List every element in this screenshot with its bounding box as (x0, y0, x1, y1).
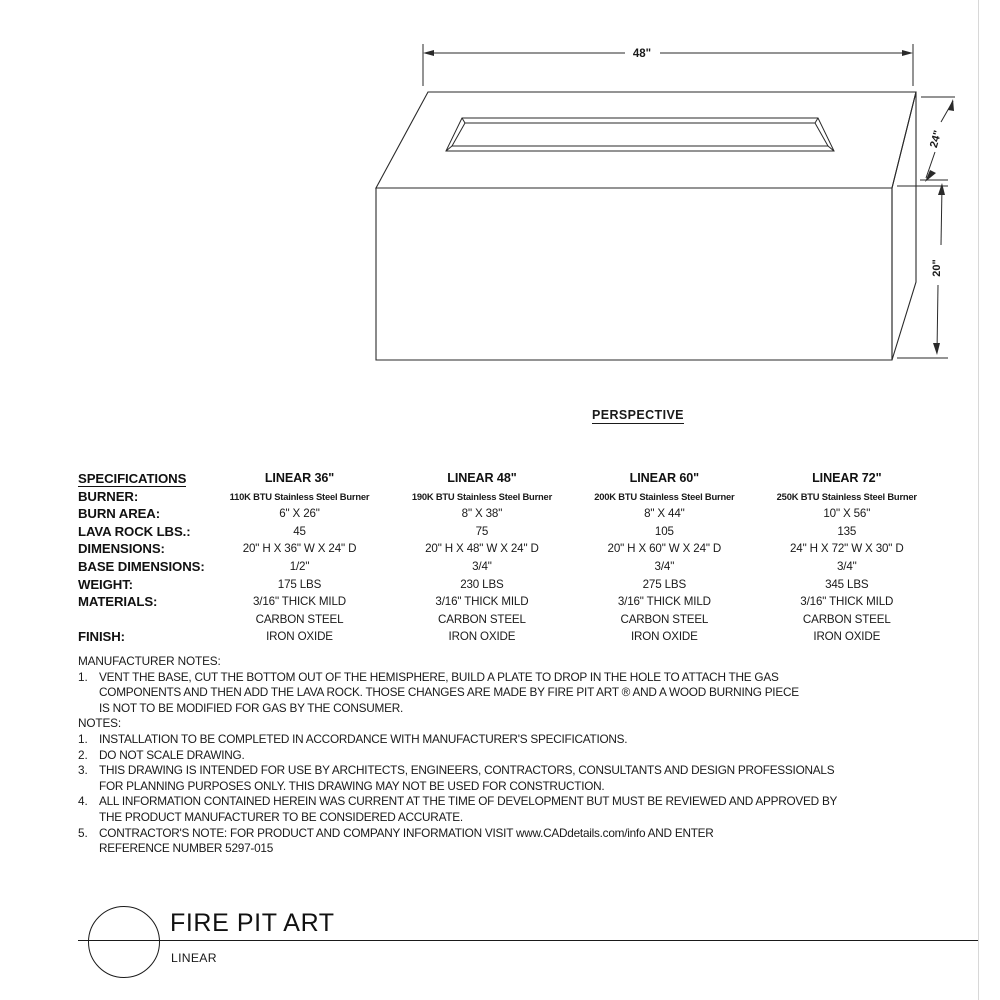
list-item (78, 826, 948, 842)
perspective-caption: PERSPECTIVE (592, 408, 684, 422)
burn-opening-recess (452, 123, 828, 146)
spec-cell: 175 LBS (277, 577, 322, 591)
note-number: 4. (78, 794, 88, 809)
table-row (78, 488, 938, 506)
note-number: 1. (78, 669, 88, 684)
spec-cell: 3/4" (472, 559, 492, 573)
list-item (78, 763, 948, 779)
spec-row-label: BURNER: (78, 488, 139, 504)
manufacturer-notes-title: MANUFACTURER NOTES: (78, 654, 221, 668)
list-item (78, 732, 948, 748)
note-text: IS NOT TO BE MODIFIED FOR GAS BY THE CONSUMER. (99, 700, 404, 715)
spec-cell: 230 LBS (460, 577, 504, 591)
note-text: THIS DRAWING IS INTENDED FOR USE BY ARCHITECTS, ENGINEERS, CONTRACTORS, CONSULTANTS AND DESIGN PROFESSIONALS (99, 763, 835, 778)
table-row (78, 611, 938, 629)
list-item (78, 748, 948, 764)
spec-cell: 345 LBS (825, 577, 869, 591)
spec-cell: CARBON STEEL (620, 612, 709, 626)
table-row (78, 628, 938, 646)
spec-cell: 3/16" THICK MILD (435, 595, 529, 609)
dim-label-height: 20" (931, 259, 943, 277)
list-item (78, 670, 948, 686)
note-number: 2. (78, 747, 88, 762)
spec-cell: 275 LBS (642, 577, 687, 591)
dim-arrow-height-top (938, 183, 945, 195)
spec-cell: 6" X 26" (279, 507, 320, 521)
spec-cell: IRON OXIDE (266, 630, 333, 644)
spec-cell: 3/16" THICK MILD (617, 595, 711, 609)
note-text: THE PRODUCT MANUFACTURER TO BE CONSIDERED ACCURATE. (99, 809, 463, 824)
dim-arrow-left-top (423, 50, 434, 56)
spec-cell: IRON OXIDE (630, 630, 698, 644)
spec-cell: IRON OXIDE (813, 630, 881, 644)
spec-column-header-1: LINEAR 36" (264, 471, 335, 485)
spec-row-label: DIMENSIONS: (78, 541, 165, 557)
brand-name: FIRE PIT ART (170, 909, 335, 937)
spec-cell: 3/4" (654, 559, 675, 573)
spec-row-label: WEIGHT: (78, 576, 133, 592)
spec-cell: CARBON STEEL (255, 612, 344, 626)
spec-cell: 3/4" (836, 559, 857, 573)
note-text: FOR PLANNING PURPOSES ONLY. THIS DRAWING MAY NOT BE USED FOR CONSTRUCTION. (99, 778, 605, 793)
specifications-table (78, 470, 938, 646)
spec-header-row (78, 470, 938, 488)
dim-label-width: 48" (632, 48, 652, 60)
spec-cell: 3/16" THICK MILD (800, 595, 894, 609)
spec-cell: CARBON STEEL (802, 612, 891, 626)
note-text: CONTRACTOR'S NOTE: FOR PRODUCT AND COMPANY INFORMATION VISIT www.CADdetails.com/info AND ENTER (99, 825, 714, 840)
dim-label-depth: 24" (927, 129, 945, 150)
note-text: COMPONENTS AND THEN ADD THE LAVA ROCK. THOSE CHANGES ARE MADE BY FIRE PIT ART ® AND A WOOD BURNING PIECE (99, 685, 799, 700)
product-name: LINEAR (171, 951, 217, 965)
note-number: 1. (78, 731, 88, 746)
spec-cell: IRON OXIDE (448, 630, 516, 644)
spec-cell: 8" X 44" (644, 507, 685, 521)
dim-arrow-depth-top (948, 99, 954, 111)
spec-cell: 24" H X 72" W X 30" D (789, 542, 904, 556)
spec-row-label: LAVA ROCK LBS.: (78, 523, 191, 539)
fire-pit-perspective-svg (0, 0, 1000, 400)
note-text: DO NOT SCALE DRAWING. (99, 747, 245, 762)
recess-corner-back-right (815, 118, 818, 123)
table-row (78, 576, 938, 594)
table-row (78, 593, 938, 611)
spec-cell: 20" H X 36" W X 24" D (242, 542, 357, 556)
firepit-top-face (376, 92, 916, 188)
spec-cell: 250K BTU Stainless Steel Burner (776, 490, 917, 502)
title-block-rule (78, 940, 978, 941)
spec-cell: 190K BTU Stainless Steel Burner (411, 490, 553, 502)
spec-cell: 45 (293, 524, 306, 538)
table-row (78, 558, 938, 576)
logo-circle-icon (88, 906, 160, 978)
spec-cell: 1/2" (289, 559, 310, 573)
spec-row-label: BASE DIMENSIONS: (78, 558, 205, 574)
spec-row-label: BURN AREA: (78, 506, 161, 522)
spec-cell: 200K BTU Stainless Steel Burner (594, 490, 735, 502)
perspective-drawing (0, 0, 1000, 400)
notes-section (78, 654, 948, 857)
spec-cell: 110K BTU Stainless Steel Burner (229, 490, 370, 502)
dim-arrow-height-bottom (933, 343, 940, 355)
spec-column-header-2: LINEAR 48" (447, 471, 517, 485)
spec-cell: 8" X 38" (461, 507, 503, 521)
table-row (78, 540, 938, 558)
spec-cell: 20" H X 60" W X 24" D (607, 542, 722, 556)
dim-line-height-b (937, 285, 938, 352)
note-text: ALL INFORMATION CONTAINED HEREIN WAS CURRENT AT THE TIME OF DEVELOPMENT BUT MUST BE REVIEWED AND APPROVED BY (99, 794, 838, 809)
note-text: REFERENCE NUMBER 5297-015 (99, 841, 274, 856)
spec-cell: 105 (654, 524, 674, 538)
spec-cell: 3/16" THICK MILD (253, 595, 346, 609)
recess-corner-back-left (462, 118, 465, 123)
firepit-front-face (376, 188, 892, 360)
spec-column-header-3: LINEAR 60" (629, 471, 700, 485)
spec-cell: 135 (837, 524, 857, 538)
spec-header-label: SPECIFICATIONS (78, 471, 187, 486)
note-number: 5. (78, 825, 88, 840)
note-text: INSTALLATION TO BE COMPLETED IN ACCORDANCE WITH MANUFACTURER'S SPECIFICATIONS. (99, 731, 628, 746)
spec-row-label: MATERIALS: (78, 594, 158, 610)
notes-title: NOTES: (78, 716, 122, 731)
spec-cell: 75 (475, 524, 489, 538)
table-row (78, 523, 938, 541)
spec-cell: 10" X 56" (823, 507, 871, 521)
title-block (78, 898, 978, 993)
note-text: VENT THE BASE, CUT THE BOTTOM OUT OF THE HEMISPHERE, BUILD A PLATE TO DROP IN THE HOLE TO ATTACH THE GAS (99, 669, 779, 684)
firepit-right-face (892, 92, 916, 360)
table-row (78, 505, 938, 523)
spec-cell: CARBON STEEL (438, 612, 526, 626)
spec-column-header-4: LINEAR 72" (812, 471, 882, 485)
spec-cell: 20" H X 48" W X 24" D (425, 542, 539, 556)
spec-row-label: FINISH: (78, 629, 125, 645)
dim-arrow-right-top (902, 50, 913, 56)
list-item (78, 794, 948, 810)
note-number: 3. (78, 763, 88, 778)
